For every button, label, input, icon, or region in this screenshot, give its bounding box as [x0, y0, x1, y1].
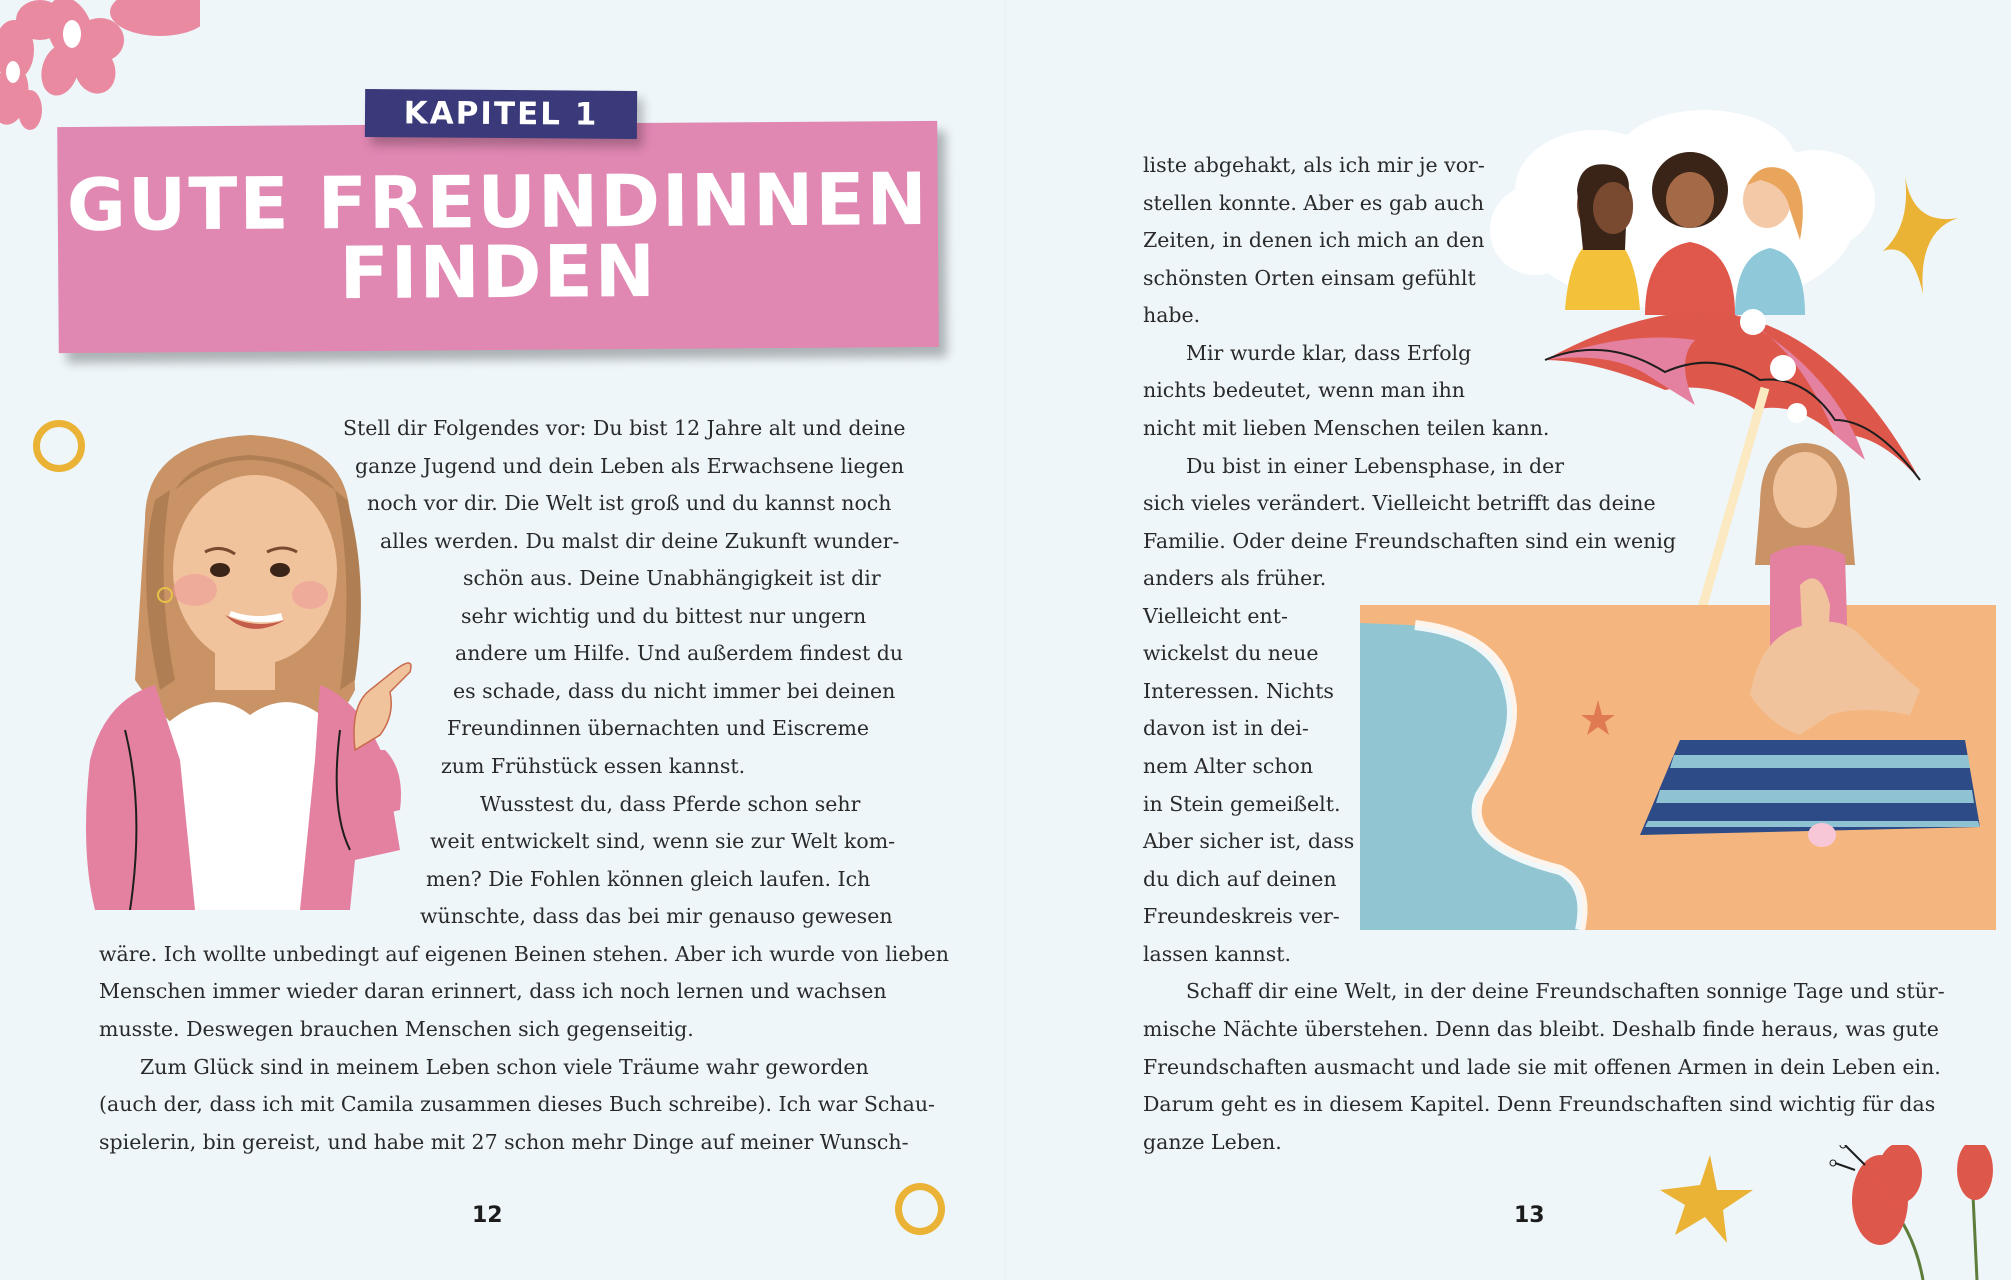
page-number: 13 — [1514, 1203, 1545, 1228]
body-text-line: nichts bedeutet, wenn man ihn — [1143, 378, 1466, 402]
body-text-line: stellen konnte. Aber es gab auch — [1143, 191, 1485, 215]
body-text-line: sich vieles verändert. Vielleicht betrifft das deine — [1143, 491, 1656, 515]
body-text-line: ganze Jugend und dein Leben als Erwachsene liegen — [355, 454, 905, 478]
body-text-line: wickelst du neue — [1143, 641, 1319, 665]
body-text-line: in Stein gemeißelt. — [1143, 792, 1341, 816]
body-text-line: zum Frühstück essen kannst. — [441, 754, 746, 778]
body-text-line: wünschte, dass das bei mir genauso gewesen — [420, 904, 893, 928]
body-text-line: habe. — [1143, 303, 1201, 327]
body-text-line: Interessen. Nichts — [1143, 679, 1334, 703]
girl-pointing-illustration — [85, 430, 415, 910]
body-text-line: (auch der, dass ich mit Camila zusammen dieses Buch schreibe). Ich war Schau- — [99, 1092, 935, 1116]
body-text-line: Familie. Oder deine Freundschaften sind ein wenig — [1143, 529, 1677, 553]
sitting-girl-illustration — [1730, 435, 1930, 745]
body-text-line: lassen kannst. — [1143, 942, 1291, 966]
body-text-line: Stell dir Folgendes vor: Du bist 12 Jahre alt und deine — [343, 416, 906, 440]
body-text-line: alles werden. Du malst dir deine Zukunft wunder- — [380, 529, 900, 553]
body-text-line: Freundinnen übernachten und Eiscreme — [447, 716, 870, 740]
body-text-line: mische Nächte überstehen. Denn das bleibt. Deshalb finde heraus, was gute — [1143, 1017, 1939, 1041]
body-text-line: schönsten Orten einsam gefühlt — [1143, 266, 1476, 290]
body-text-line: Vielleicht ent- — [1143, 604, 1288, 628]
body-text-line: men? Die Fohlen können gleich laufen. Ich — [426, 867, 871, 891]
chapter-title — [57, 121, 939, 353]
star-icon — [1655, 1155, 1755, 1245]
body-text-line: liste abgehakt, als ich mir je vor- — [1143, 153, 1485, 177]
body-text-line: spielerin, bin gereist, und habe mit 27 schon mehr Dinge auf meiner Wunsch- — [99, 1130, 909, 1154]
body-text-line: nicht mit lieben Menschen teilen kann. — [1143, 416, 1550, 440]
chapter-title-line-2: FINDEN — [339, 228, 658, 316]
body-text-line: nem Alter schon — [1143, 754, 1314, 778]
sparkle-icon — [1883, 176, 1963, 296]
body-text-line: Darum geht es in diesem Kapitel. Denn Freundschaften sind wichtig für das — [1143, 1092, 1936, 1116]
body-text-line: Schaff dir eine Welt, in der deine Freundschaften sonnige Tage und stür- — [1186, 979, 1945, 1003]
body-text-line: musste. Deswegen brauchen Menschen sich gegenseitig. — [99, 1017, 694, 1041]
body-text-line: andere um Hilfe. Und außerdem findest du — [455, 641, 904, 665]
body-text-line: ganze Leben. — [1143, 1130, 1282, 1154]
chapter-title-line-1: GUTE FREUNDINNEN — [66, 156, 930, 248]
body-text-line: anders als früher. — [1143, 566, 1327, 590]
body-text-line: sehr wichtig und du bittest nur ungern — [461, 604, 867, 628]
body-text-line: schön aus. Deine Unabhängigkeit ist dir — [463, 566, 881, 590]
body-text-line: du dich auf deinen — [1143, 867, 1337, 891]
body-text-line: Zum Glück sind in meinem Leben schon viele Träume wahr geworden — [140, 1055, 869, 1079]
body-text-line: davon ist in dei- — [1143, 716, 1309, 740]
body-text-line: Du bist in einer Lebensphase, in der — [1186, 454, 1565, 478]
body-text-line: Menschen immer wieder daran erinnert, dass ich noch lernen und wachsen — [99, 979, 887, 1003]
body-text-line: noch vor dir. Die Welt ist groß und du kannst noch — [367, 491, 892, 515]
body-text-line: wäre. Ich wollte unbedingt auf eigenen Beinen stehen. Aber ich wurde von lieben — [99, 942, 949, 966]
friends-thought-cloud-illustration — [1485, 110, 1885, 320]
body-text-line: Wusstest du, dass Pferde schon sehr — [480, 792, 861, 816]
right-page — [1005, 0, 2011, 1280]
page-number: 12 — [472, 1203, 503, 1228]
chapter-label: KAPITEL 1 — [365, 89, 637, 139]
body-text-line: Zeiten, in denen ich mich an den — [1143, 228, 1485, 252]
body-text-line: Aber sicher ist, dass — [1143, 829, 1355, 853]
body-text-line: Freundeskreis ver- — [1143, 904, 1340, 928]
body-text-line: es schade, dass du nicht immer bei deinen — [453, 679, 896, 703]
ring-decoration-icon — [895, 1183, 945, 1235]
poppy-flowers-icon — [1805, 1145, 2011, 1280]
flower-icon — [0, 0, 200, 140]
ring-decoration-icon — [33, 420, 85, 472]
left-page — [0, 0, 1005, 1280]
body-text-line: Mir wurde klar, dass Erfolg — [1186, 341, 1472, 365]
body-text-line: weit entwickelt sind, wenn sie zur Welt kom- — [430, 829, 896, 853]
body-text-line: Freundschaften ausmacht und lade sie mit offenen Armen in dein Leben ein. — [1143, 1055, 1941, 1079]
